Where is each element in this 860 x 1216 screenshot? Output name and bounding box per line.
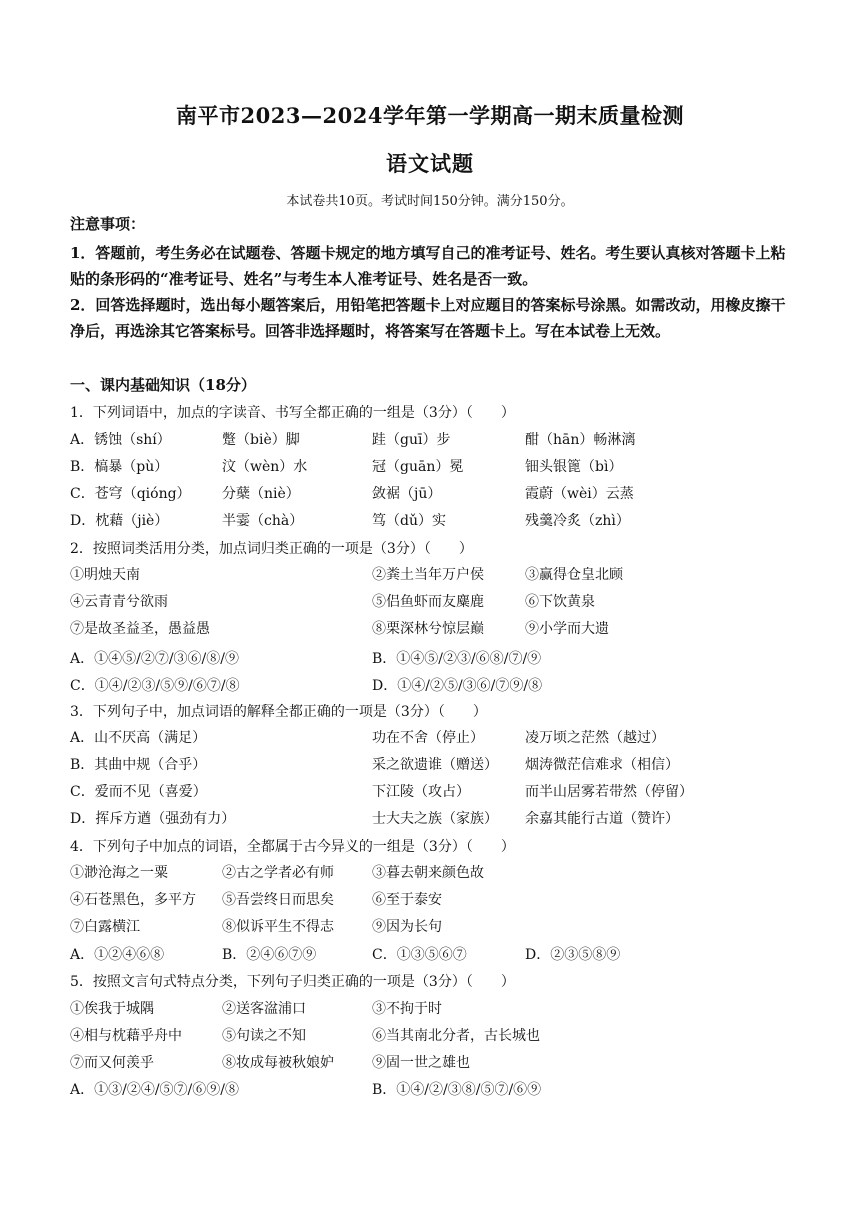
q4-item: ⑥至于泰安 (372, 892, 442, 908)
q2-option: A．①④⑤/②⑦/③⑥/⑧/⑨ (70, 651, 239, 667)
q4-option: B．②④⑥⑦⑨ (222, 947, 317, 963)
q4-item: ④石苍黑色，多平方 (70, 892, 196, 908)
q4-item: ⑦白露横江 (70, 919, 140, 935)
q2-option: C．①④/②③/⑤⑨/⑥⑦/⑧ (70, 678, 240, 694)
q5-option: B．①④/②/③⑧/⑤⑦/⑥⑨ (372, 1082, 542, 1098)
question-1-stem: 1．下列词语中，加点的字读音、书写全都正确的一组是（3分）（ ） (70, 405, 515, 421)
exam-meta: 本试卷共10页。考试时间150分钟。满分150分。 (286, 194, 574, 209)
q4-item: ⑧似诉平生不得志 (222, 919, 334, 935)
q5-item: ⑧妆成每被秋娘妒 (222, 1055, 334, 1071)
q2-item: ⑨小学而大遗 (525, 621, 609, 637)
q5-item: ⑥当其南北分者，古长城也 (372, 1028, 540, 1044)
q2-item: ①明烛天南 (70, 567, 140, 583)
q3-cell: 而半山居雾若带然（停留） (525, 784, 693, 800)
q2-item: ④云青青兮欲雨 (70, 594, 168, 610)
q3-cell: 凌万顷之茫然（越过） (525, 730, 665, 746)
q5-item: ⑤句读之不知 (222, 1028, 306, 1044)
exam-subtitle: 语文试题 (386, 151, 474, 176)
question-5-stem: 5．按照文言句式特点分类，下列句子归类正确的一项是（3分）（ ） (70, 974, 515, 990)
q1-cell: 酣（hān）畅淋漓 (525, 432, 636, 448)
q1-cell: 残羹冷炙（zhì） (525, 513, 630, 529)
q1-cell: 冠（guān）冕 (372, 459, 464, 475)
exam-title: 南平市2023—2024学年第一学期高一期末质量检测 (176, 103, 684, 128)
q4-item: ②古之学者必有师 (222, 865, 334, 881)
q3-cell: 下江陵（攻占） (372, 784, 470, 800)
q1-cell: 蹩（biè）脚 (222, 432, 300, 448)
notice-item-2: 2．回答选择题时，选出每小题答案后，用铅笔把答题卡上对应题目的答案标号涂黑。如需改动，用橡皮擦干净后，再选涂其它答案标号。回答非选择题时，将答案写在答题卡上。写在本试卷上无效。 (70, 296, 786, 340)
q3-cell: B．其曲中规（合乎） (70, 757, 207, 773)
question-3-stem: 3．下列句子中，加点词语的解释全都正确的一项是（3分）（ ） (70, 704, 487, 720)
q3-cell: 采之欲遗谁（赠送） (372, 757, 498, 773)
q4-option: D．②③⑤⑧⑨ (525, 947, 621, 963)
q3-cell: 功在不舍（停止） (372, 730, 484, 746)
q5-item: ①俟我于城隅 (70, 1001, 154, 1017)
q3-cell: C．爱而不见（喜爱） (70, 784, 207, 800)
q1-cell: 敛裾（jū） (372, 486, 442, 502)
q4-item: ③暮去朝来颜色故 (372, 865, 484, 881)
q3-cell: 士大夫之族（家族） (372, 811, 498, 827)
q2-item: ⑤侣鱼虾而友麋鹿 (372, 594, 484, 610)
q1-cell: 半霎（chà） (222, 513, 304, 529)
q4-option: A．①②④⑥⑧ (70, 947, 165, 963)
q1-cell: 分蘖（niè） (222, 486, 300, 502)
question-4-stem: 4．下列句子中加点的词语，全都属于古今异义的一组是（3分）（ ） (70, 839, 515, 855)
q2-item: ⑧栗深林兮惊层巅 (372, 621, 484, 637)
section-heading: 一、课内基础知识（18分） (70, 376, 256, 394)
notice-heading: 注意事项： (70, 215, 146, 233)
q1-cell: 钿头银篦（bì） (525, 459, 623, 475)
q1-cell: 汶（wèn）水 (222, 459, 308, 475)
q4-item: ⑨因为长句 (372, 919, 442, 935)
q1-cell: 跬（guī）步 (372, 432, 451, 448)
q3-cell: 余嘉其能行古道（赞许） (525, 811, 679, 827)
q5-item: ⑨固一世之雄也 (372, 1055, 470, 1071)
q1-cell: D．枕藉（jiè） (70, 513, 169, 529)
q5-item: ②送客湓浦口 (222, 1001, 306, 1017)
q1-cell: 笃（dǔ）实 (372, 513, 446, 529)
q2-item: ⑦是故圣益圣，愚益愚 (70, 621, 210, 637)
q4-option: C．①③⑤⑥⑦ (372, 947, 467, 963)
q1-cell: 霞蔚（wèi）云蒸 (525, 486, 634, 502)
q3-cell: A．山不厌高（满足） (70, 730, 207, 746)
q5-item: ⑦而又何羡乎 (70, 1055, 154, 1071)
q2-item: ⑥下饮黄泉 (525, 594, 595, 610)
q2-option: D．①④/②⑤/③⑥/⑦⑨/⑧ (372, 678, 543, 694)
notice-item-1: 1．答题前，考生务必在试题卷、答题卡规定的地方填写自己的准考证号、姓名。考生要认真核对答题卡上粘贴的条形码的“准考证号、姓名”与考生本人准考证号、姓名是否一致。 (70, 244, 786, 288)
q5-item: ③不拘于时 (372, 1001, 442, 1017)
question-2-stem: 2．按照词类活用分类，加点词归类正确的一项是（3分）（ ） (70, 541, 473, 557)
q2-item: ②粪土当年万户侯 (372, 567, 484, 583)
q1-cell: B．槁暴（pù） (70, 459, 169, 475)
q5-item: ④相与枕藉乎舟中 (70, 1028, 182, 1044)
q1-cell: C．苍穹（qióng） (70, 486, 191, 502)
q4-item: ⑤吾尝终日而思矣 (222, 892, 334, 908)
q3-cell: 烟涛微茫信难求（相信） (525, 757, 679, 773)
q4-item: ①渺沧海之一粟 (70, 865, 168, 881)
q3-cell: D．挥斥方遒（强劲有力） (70, 811, 236, 827)
q1-cell: A．锈蚀（shí） (70, 432, 171, 448)
q5-option: A．①③/②④/⑤⑦/⑥⑨/⑧ (70, 1082, 239, 1098)
q2-option: B．①④⑤/②③/⑥⑧/⑦/⑨ (372, 651, 542, 667)
q2-item: ③赢得仓皇北顾 (525, 567, 623, 583)
